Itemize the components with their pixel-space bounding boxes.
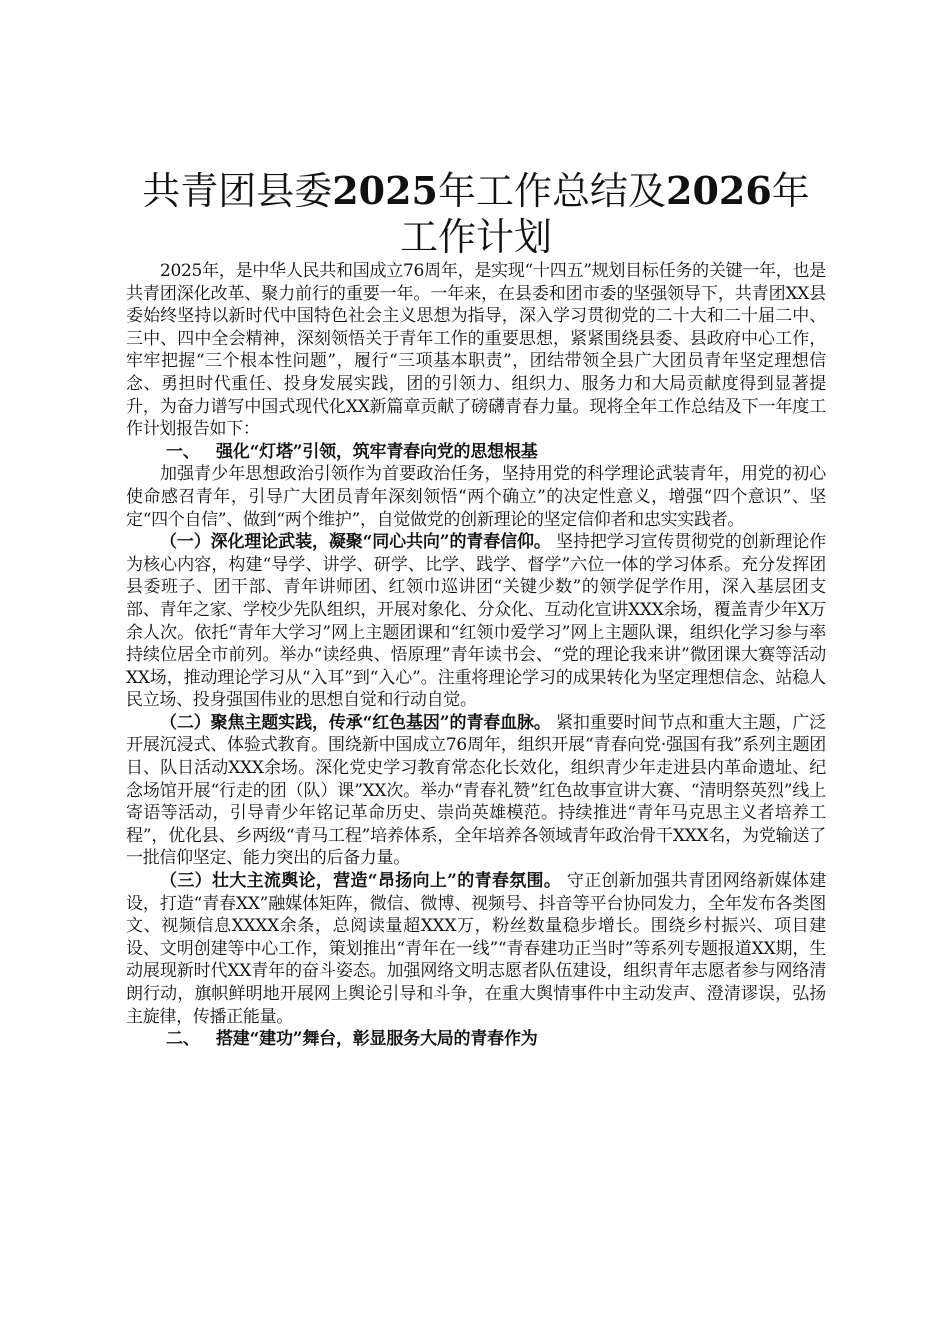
title-part: 共青团县委: [142, 169, 333, 213]
subsection-text: 守正创新加强共青团网络新媒体建设，打造“青春XX”融媒体矩阵，微信、微博、视频号、抖音等平台协同发力，全年发布各类图文、视频信息XXXX余条，总阅读量超XXX万，粉丝数量稳步增长。围绕乡村振兴、项目建设、文明创建等中心工作，策划推出“青年在一线”“青春建功正当时”等系列专题报道XX期，生动展现新时代XX青年的奋斗姿态。加强网络文明志愿者队伍建设，组织青年志愿者参与网络清朗行动，旗帜鲜明地开展网上舆论引导和斗争，在重大舆情事件中主动发声、澄清谬误，弘扬主旋律，传播正能量。: [126, 871, 827, 1027]
intro-paragraph: 2025年，是中华人民共和国成立76周年，是实现“十四五”规划目标任务的关键一年，也是共青团深化改革、聚力前行的重要一年。一年来，在县委和团市委的坚强领导下，共青团XX县委始终坚持以新时代中国特色社会主义思想为指导，深入学习贯彻党的二十大和二十届二中、三中、四中全会精神，深刻领悟关于青年工作的重要思想，紧紧围绕县委、县政府中心工作，牢牢把握“三个根本性问题”，履行“三项基本职责”，团结带领全县广大团员青年坚定理想信念、勇担时代重任、投身发展实践，团的引领力、组织力、服务力和大局贡献度得到显著提升，为奋力谱写中国式现代化XX新篇章贡献了磅礴青春力量。现将全年工作总结及下一年度工作计划报告如下：: [126, 261, 826, 440]
subsection-text: 紧扣重要时间节点和重大主题，广泛开展沉浸式、体验式教育。围绕新中国成立76周年，组织开展“青春向党·强国有我”系列主题团日、队日活动XXX余场。深化党史学习教育常态化长效化，组织青少年走进县内革命遗址、纪念场馆开展“行走的团（队）课”XX次。举办“青春礼赞”红色故事宣讲大赛、“清明祭英烈”线上寄语等活动，引导青少年铭记革命历史、崇尚英雄模范。持续推进“青年马克思主义者培养工程”，优化县、乡两级“青马工程”培养体系，全年培养各领域青年政治骨干XXX名，为党输送了一批信仰坚定、能力突出的后备力量。: [126, 712, 827, 869]
document-title: [126, 168, 826, 260]
subsection-paragraph: [126, 712, 826, 870]
subsection-heading: （一）深化理论武装，凝聚“同心共向”的青春信仰。: [160, 532, 551, 553]
section-title: 搭建“建功”舞台，彰显服务大局的青春作为: [216, 1029, 538, 1050]
subsection-paragraph: [126, 531, 826, 712]
section-number: 一、: [166, 441, 200, 462]
subsection-text: 坚持把学习宣传贯彻党的创新理论作为核心内容，构建“导学、讲学、研学、比学、践学、督学”六位一体的学习体系。充分发挥团县委班子、团干部、青年讲师团、红领巾巡讲团“关键少数”的领学促学作用，深入基层团支部、青年之家、学校少先队组织，开展对象化、分众化、互动化宣讲XXX余场，覆盖青少年X万余人次。依托“青年大学习”网上主题团课和“红领巾爱学习”网上主题队课，组织化学习参与率持续位居全市前列。举办“读经典、悟原理”青年读书会、“党的理论我来讲”微团课大赛等活动XX场，推动理论学习从“入耳”到“入心”。注重将理论学习的成果转化为坚定理想信念、站稳人民立场、投身强国伟业的思想自觉和行动自觉。: [126, 532, 827, 711]
document-page: [126, 168, 826, 1051]
subsection-paragraph: [126, 870, 826, 1028]
title-part: 年工作总结及: [437, 169, 666, 213]
title-year: 2026: [666, 168, 772, 213]
section-heading: [126, 1028, 826, 1051]
subsection-heading: （二）聚焦主题实践，传承“红色基因”的青春血脉。: [160, 712, 551, 733]
title-part: 年工作计划: [399, 169, 810, 259]
subsection-heading: （三）壮大主流舆论，营造“昂扬向上”的青春氛围。: [160, 871, 562, 892]
section-title: 强化“灯塔”引领，筑牢青春向党的思想根基: [216, 441, 538, 462]
section-intro-paragraph: 加强青少年思想政治引领作为首要政治任务，坚持用党的科学理论武装青年，用党的初心使命感召青年，引导广大团员青年深刻领悟“两个确立”的决定性意义，增强“四个意识”、坚定“四个自信”、做到“两个维护”，自觉做党的创新理论的坚定信仰者和忠实实践者。: [126, 464, 826, 530]
section-heading: [126, 441, 826, 464]
title-year: 2025: [332, 168, 438, 213]
section-number: 二、: [166, 1029, 200, 1050]
